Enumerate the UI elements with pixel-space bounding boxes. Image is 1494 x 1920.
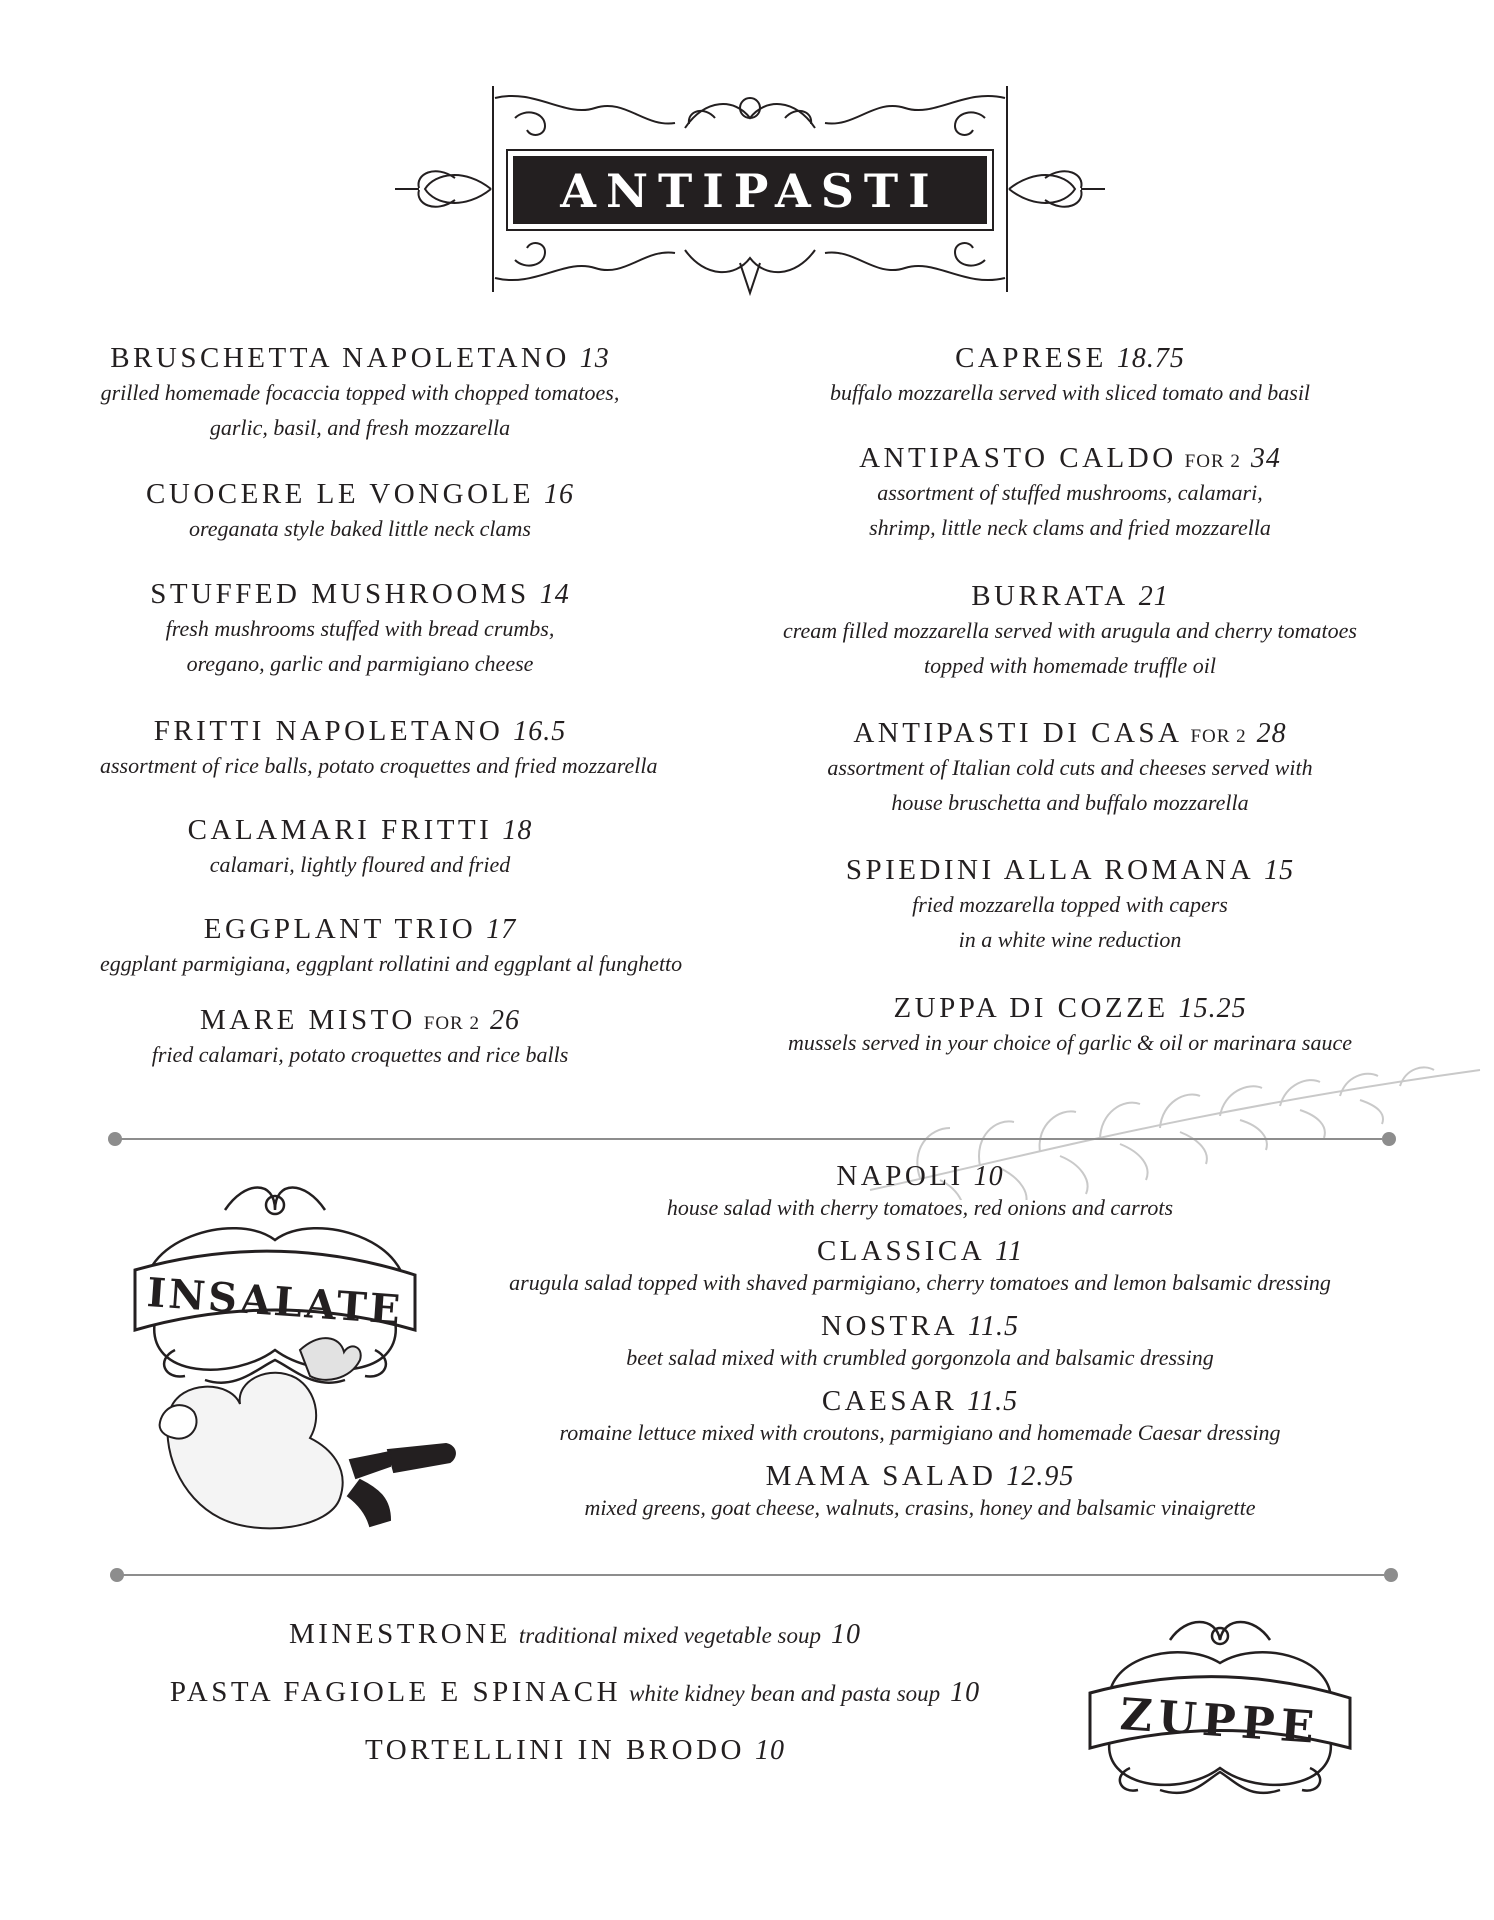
item-description: white kidney bean and pasta soup <box>629 1681 941 1706</box>
soup-item <box>0 1676 1150 1709</box>
divider-line <box>118 1574 1384 1576</box>
item-description: buffalo mozzarella served with sliced tomato and basil <box>829 380 1311 405</box>
item-description: calamari, lightly floured and fried <box>209 852 511 877</box>
item-price: 10 <box>831 1619 862 1650</box>
item-name: CUOCERE LE VONGOLE <box>146 478 534 510</box>
item-note: FOR 2 <box>1190 726 1247 747</box>
menu-item <box>470 1310 1370 1373</box>
item-name: MINESTRONE <box>288 1618 511 1650</box>
insalate-list <box>470 0 1370 1600</box>
item-price: 15.25 <box>1178 993 1247 1024</box>
item-price: 12.95 <box>1006 1461 1075 1492</box>
item-name: BRUSCHETTA NAPOLETANO <box>110 342 570 374</box>
item-price: 16 <box>543 479 574 510</box>
item-description: mussels served in your choice of garlic & oil or marinara sauce <box>788 1030 1352 1055</box>
item-price: 10 <box>754 1735 785 1766</box>
item-name: EGGPLANT TRIO <box>203 913 477 945</box>
item-price: 17 <box>486 914 517 945</box>
antipasti-title: ANTIPASTI <box>560 164 940 218</box>
item-description: fresh mushrooms stuffed with bread crumbs, oregano, garlic and parmigiano cheese <box>165 616 555 676</box>
item-price: 26 <box>489 1005 520 1036</box>
item-description: arugula salad topped with shaved parmigiano, cherry tomatoes and lemon balsamic dressing <box>509 1270 1331 1295</box>
chef-illustration-icon <box>150 1330 460 1530</box>
item-name: TORTELLINI IN BRODO <box>365 1734 745 1766</box>
item-price: 11 <box>995 1236 1024 1267</box>
item-name: SPIEDINI ALLA ROMANA <box>845 854 1255 886</box>
item-name: PASTA FAGIOLE E SPINACH <box>169 1676 622 1708</box>
item-price: 13 <box>579 343 610 374</box>
item-description: traditional mixed vegetable soup <box>518 1623 822 1648</box>
item-description: oreganata style baked little neck clams <box>189 516 531 541</box>
item-note: FOR 2 <box>423 1013 480 1034</box>
item-name: NOSTRA <box>821 1310 959 1342</box>
menu-item <box>470 1160 1370 1223</box>
item-price: 34 <box>1250 443 1281 474</box>
item-price: 10 <box>973 1161 1004 1192</box>
item-price: 15 <box>1264 855 1295 886</box>
item-name: MAMA SALAD <box>765 1460 997 1492</box>
item-price: 11.5 <box>968 1311 1019 1342</box>
item-name: CLASSICA <box>816 1235 986 1267</box>
divider-dot <box>1384 1568 1398 1582</box>
soup-item <box>0 1618 1150 1651</box>
item-name: STUFFED MUSHROOMS <box>150 578 530 610</box>
item-description: cream filled mozzarella served with arugula and cherry tomatoes topped with homemade truffle oil <box>783 618 1357 678</box>
item-price: 18 <box>502 815 533 846</box>
item-name: NAPOLI <box>836 1160 964 1192</box>
item-name: BURRATA <box>971 580 1129 612</box>
item-description: assortment of rice balls, potato croquettes and fried mozzarella <box>100 753 658 778</box>
item-description: grilled homemade focaccia topped with chopped tomatoes, garlic, basil, and fresh mozzarella <box>100 380 620 440</box>
item-price: 14 <box>539 579 570 610</box>
menu-item <box>470 1235 1370 1298</box>
item-description: fried calamari, potato croquettes and rice balls <box>151 1042 569 1067</box>
item-note: FOR 2 <box>1184 451 1241 472</box>
item-description: fried mozzarella topped with capers in a white wine reduction <box>912 892 1228 952</box>
item-name: ZUPPA DI COZZE <box>893 992 1169 1024</box>
item-name: CAPRESE <box>955 342 1107 374</box>
item-description: eggplant parmigiana, eggplant rollatini and eggplant al funghetto <box>100 951 683 976</box>
item-name: ANTIPASTO CALDO <box>859 442 1177 474</box>
item-description: assortment of Italian cold cuts and cheeses served with house bruschetta and buffalo mozzarella <box>827 755 1313 815</box>
item-price: 28 <box>1256 718 1287 749</box>
item-description: romaine lettuce mixed with croutons, parmigiano and homemade Caesar dressing <box>559 1420 1281 1445</box>
item-name: CALAMARI FRITTI <box>187 814 493 846</box>
item-price: 16.5 <box>513 716 567 747</box>
item-name: MARE MISTO <box>200 1004 416 1036</box>
soup-item <box>0 1734 1150 1767</box>
zuppe-emblem <box>1070 1618 1370 1808</box>
item-description: house salad with cherry tomatoes, red onions and carrots <box>666 1195 1174 1220</box>
insalate-title: INSALATE <box>145 1269 405 1334</box>
item-price: 21 <box>1138 581 1169 612</box>
item-price: 10 <box>950 1677 981 1708</box>
zuppe-title: ZUPPE <box>1118 1689 1322 1754</box>
menu-item <box>470 1460 1370 1523</box>
item-name: FRITTI NAPOLETANO <box>153 715 504 747</box>
item-description: beet salad mixed with crumbled gorgonzola and balsamic dressing <box>626 1345 1214 1370</box>
item-price: 18.75 <box>1116 343 1185 374</box>
item-description: assortment of stuffed mushrooms, calamari, shrimp, little neck clams and fried mozzarella <box>869 480 1271 540</box>
menu-item <box>470 1385 1370 1448</box>
item-name: CAESAR <box>821 1385 958 1417</box>
item-description: mixed greens, goat cheese, walnuts, crasins, honey and balsamic vinaigrette <box>584 1495 1256 1520</box>
divider-dot <box>1382 1132 1396 1146</box>
item-price: 11.5 <box>967 1386 1019 1417</box>
item-name: ANTIPASTI DI CASA <box>853 717 1183 749</box>
